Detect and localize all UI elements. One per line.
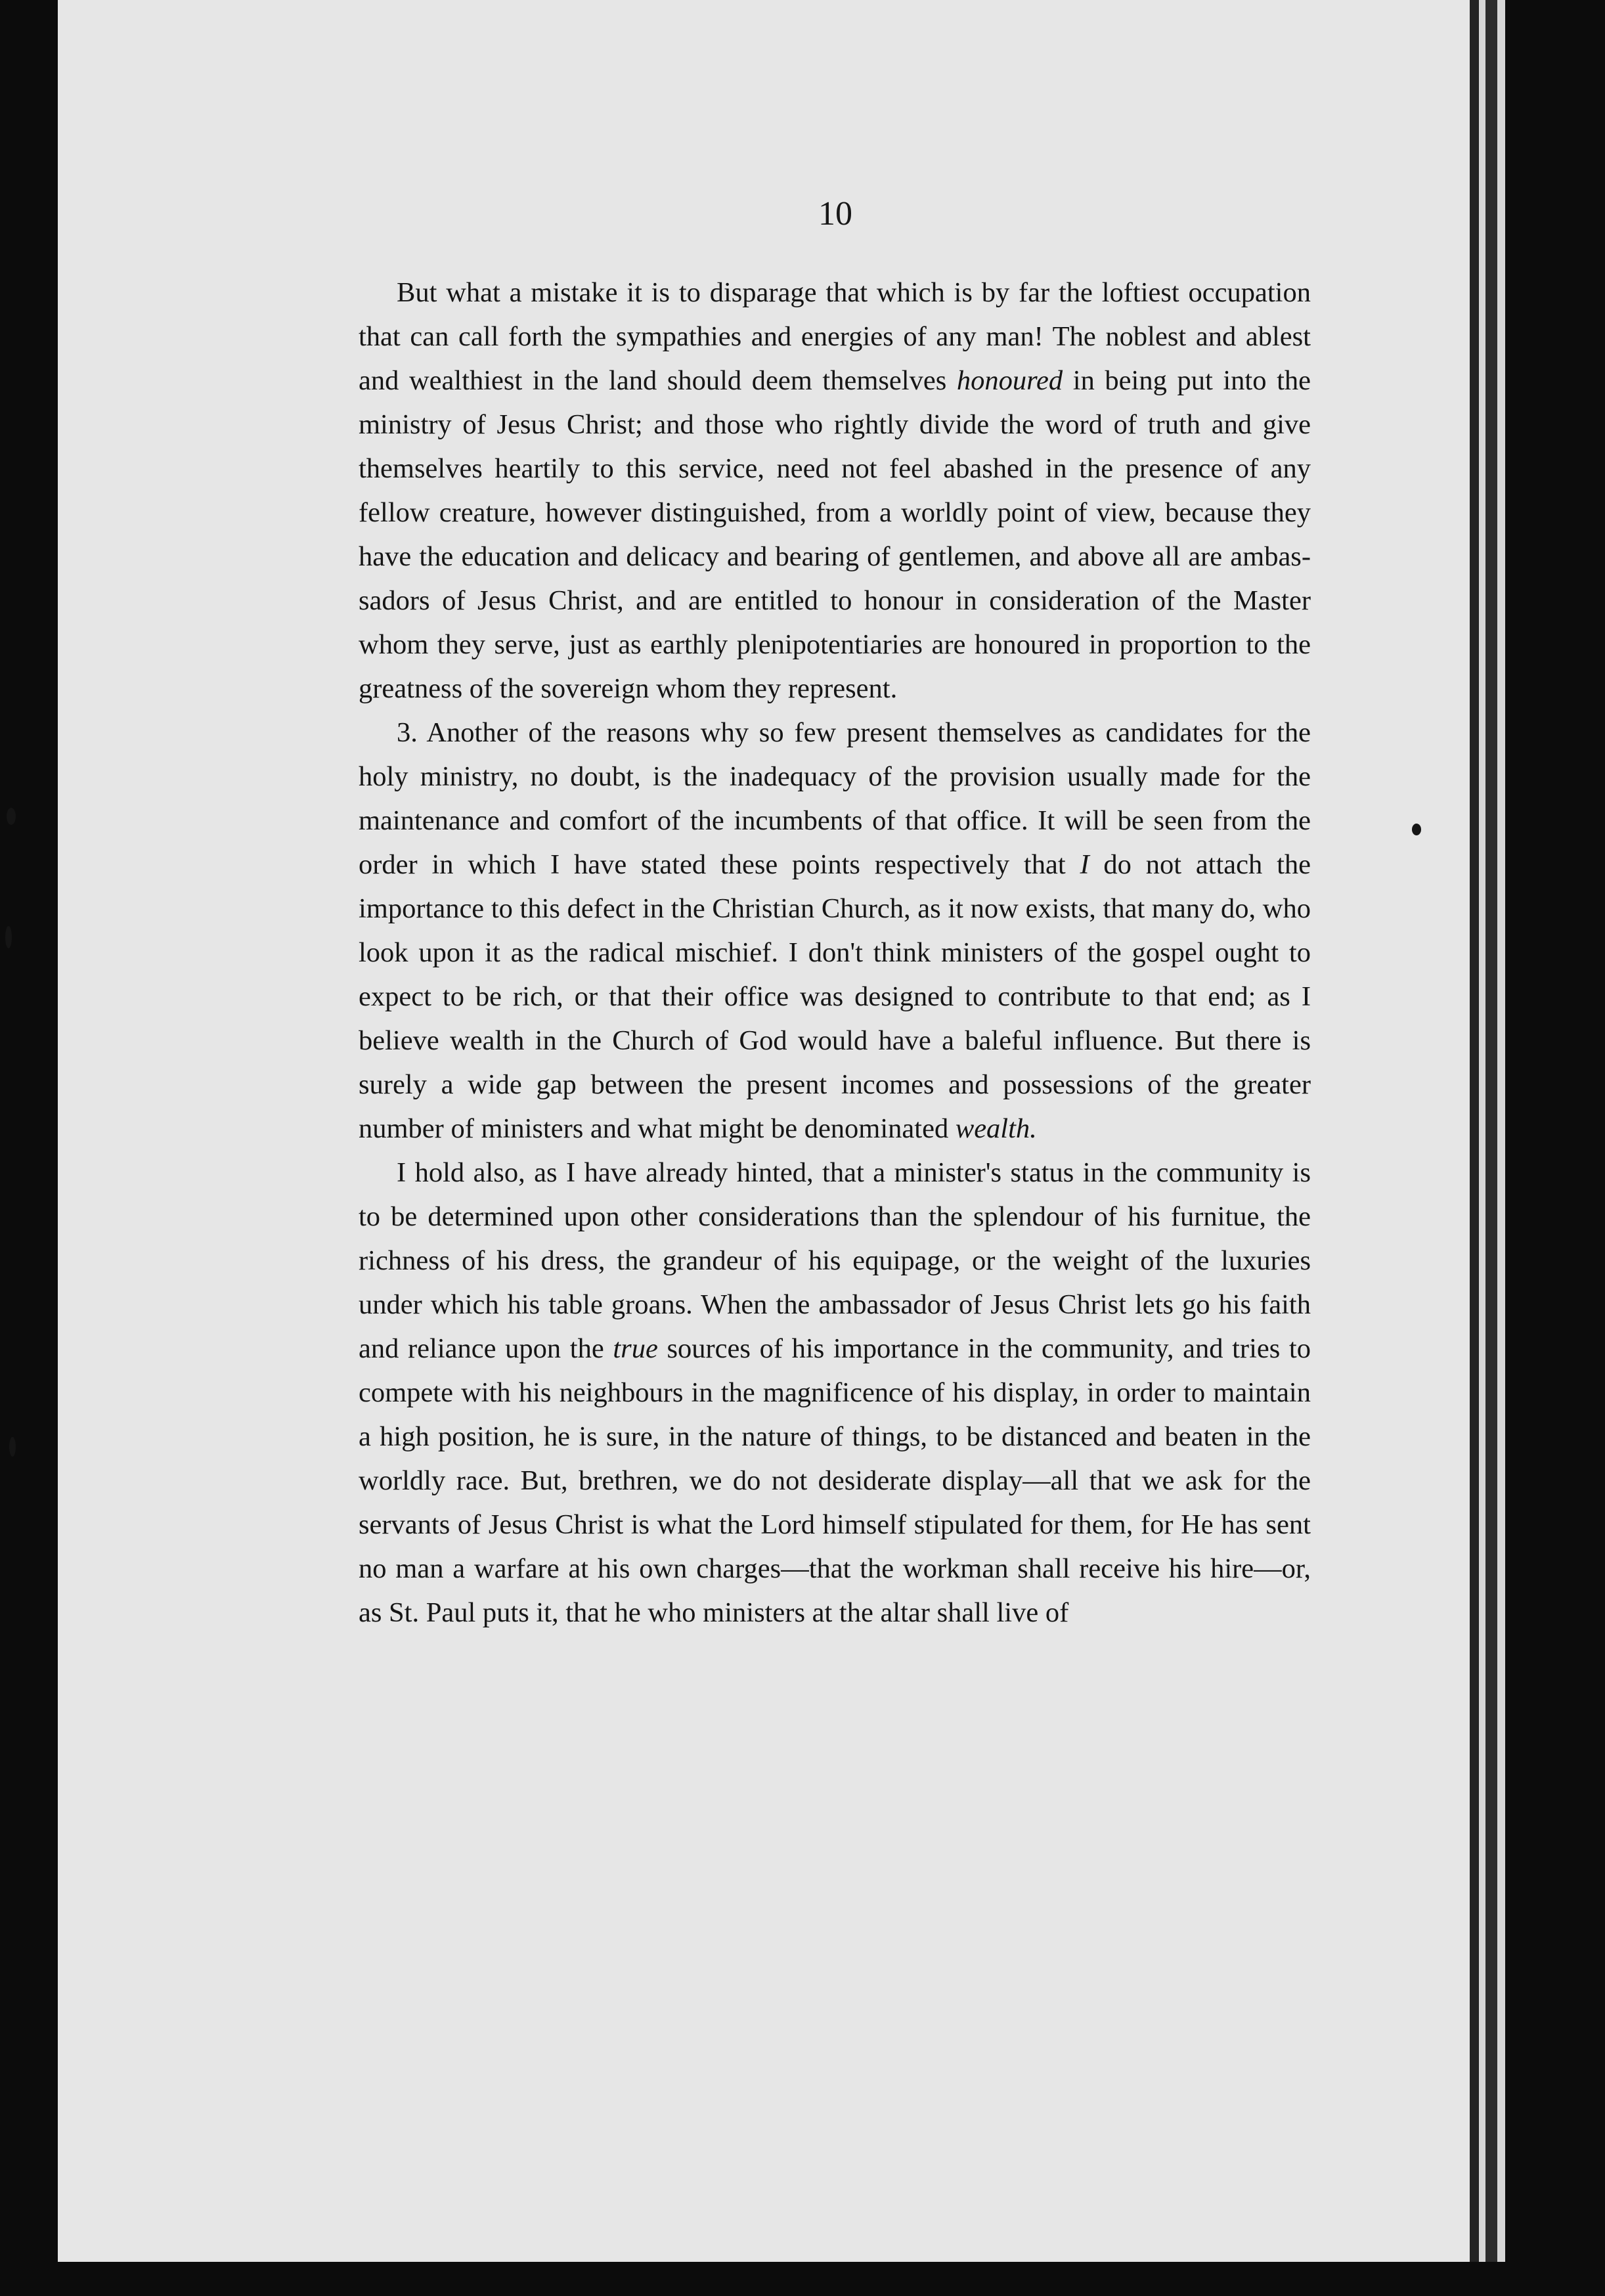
scan-speck	[1412, 824, 1421, 835]
binding-shadow	[1485, 0, 1497, 2262]
text-run: I hold also, as I have already hinted, that a minister's status in the community is to be determined upon other considerations than the splendour of his furnitue, the richness of his dress, the grandeur of his equipage, or the weight of the luxuries under which his table groans. When the ambassador of Jesus Christ lets go his faith and reliance upon the	[359, 1157, 1311, 1364]
page-number: 10	[818, 195, 852, 232]
scan-speck	[5, 926, 12, 948]
paragraph	[359, 271, 1311, 711]
page-edge-rule	[1470, 0, 1479, 2262]
text-run: in being put into the ministry of Jesus Christ; and those who rightly divide the word of truth and give themselves heartily to this service, need not feel abashed in the presence of any fellow creature, however distinguished, from a worldly point of view, because they have the education and delicacy and bearing of gentlemen, and above all are ambassadors of Jesus Christ, and are entitled to honour in consideration of the Master whom they serve, just as earthly plenipotentiaries are honoured in proportion to the greatness of the sovereign whom they represent.	[359, 365, 1311, 704]
body-text	[359, 271, 1311, 1635]
text-run: But what a mistake it is to disparage that which is by far the loftiest occupation that can call forth the sympathies and energies of any man! The noblest and ablest and wealthiest in the land should deem themselves	[359, 277, 1311, 396]
italic-text-run: honoured	[956, 365, 1063, 396]
italic-text-run: wealth.	[955, 1113, 1037, 1144]
text-run: do not attach the importance to this defect in the Christian Church, as it now exists, that many do, who look upon it as the radical mischief. I don't think ministers of the gospel ought to expect to be rich, or that their office was designed to contribute to that end; as I believe wealth in the Church of God would have a baleful influence. But there is surely a wide gap between the present incomes and possessions of the greater number of ministers and what might be denominated	[359, 849, 1311, 1144]
italic-text-run: I	[1080, 849, 1089, 880]
scan-speck	[9, 1437, 16, 1457]
scan-speck	[7, 808, 16, 825]
text-run: 3. Another of the reasons why so few present themselves as candidates for the holy ministry, no doubt, is the inadequacy of the provision usually made for the maintenance and comfort of the incumbents of that office. It will be seen from the order in which I have stated these points respectively that	[359, 717, 1311, 880]
paragraph	[359, 1151, 1311, 1635]
italic-text-run: true	[613, 1333, 658, 1364]
paragraph	[359, 711, 1311, 1151]
text-run: sources of his importance in the community, and tries to compete with his neighbours in the magnificence of his display, in order to maintain a high position, he is sure, in the nature of things, to be distanced and beaten in the worldly race. But, brethren, we do not desiderate display—all that we ask for the servants of Jesus Christ is what the Lord himself stipulated for them, for He has sent no man a warfare at his own charges—that the workman shall receive his hire—or, as St. Paul puts it, that he who ministers at the altar shall live of	[359, 1333, 1311, 1628]
